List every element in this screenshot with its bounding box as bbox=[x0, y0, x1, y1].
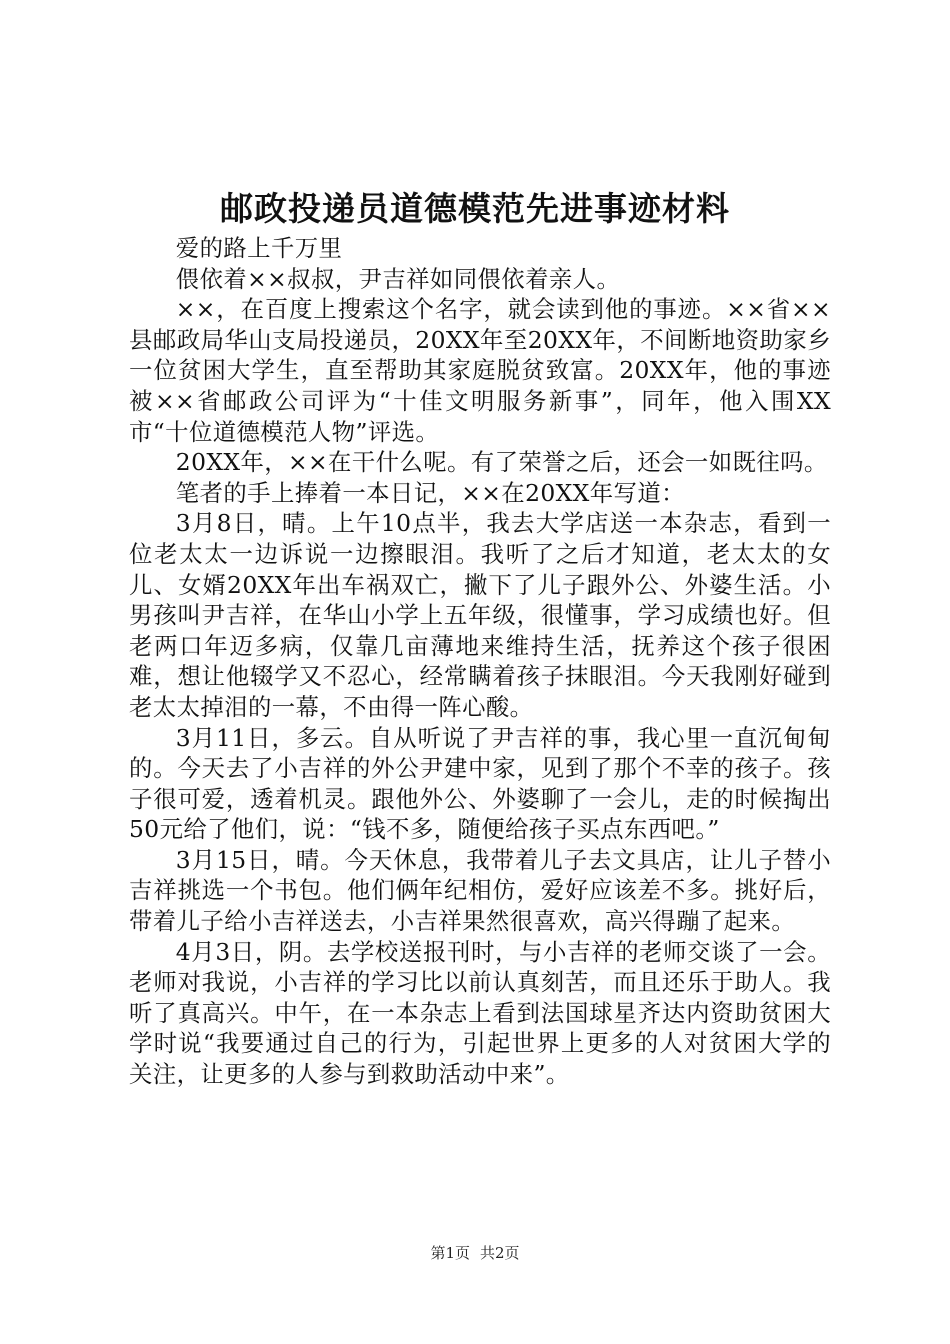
page-footer bbox=[0, 1243, 950, 1263]
diary-entry: 3月8日，晴。上午10点半，我去大学店送一本杂志，看到一位老太太一边诉说一边擦眼泪。我听了之后才知道，老太太的女儿、女婿20XX年出车祸双亡，撇下了儿子跟外公、外婆生活。小男孩叫尹吉祥，在华山小学上五年级，很懂事，学习成绩也好。但老两口年迈多病，仅靠几亩薄地来维持生活，抚养这个孩子很困难，想让他辍学又不忍心，经常瞒着孩子抹眼泪。今天我刚好碰到老太太掉泪的一幕，不由得一阵心酸。 bbox=[129, 509, 831, 721]
document-title: 邮政投递员道德模范先进事迹材料 bbox=[220, 189, 730, 228]
paragraph-subtitle: 爱的路上千万里 bbox=[175, 234, 343, 262]
paragraph: 笔者的手上捧着一本日记，××在20XX年写道： bbox=[175, 478, 685, 507]
paragraph: 偎依着××叔叔，尹吉祥如同偎依着亲人。 bbox=[175, 264, 621, 293]
paragraph: 20XX年，××在干什么呢。有了荣誉之后，还会一如既往吗。 bbox=[175, 448, 828, 477]
document-body bbox=[129, 233, 831, 1090]
page-number: 第1页 bbox=[430, 1244, 470, 1262]
diary-entry: 4月3日，阴。去学校送报刊时，与小吉祥的老师交谈了一会。老师对我说，小吉祥的学习比以前认真刻苦，而且还乐于助人。我听了真高兴。中午，在一本杂志上看到法国球星齐达内资助贫困大学时说“我要通过自己的行为，引起世界上更多的人对贫困大学的关注，让更多的人参与到救助活动中来”。 bbox=[129, 937, 831, 1089]
diary-entry: 3月15日，晴。今天休息，我带着儿子去文具店，让儿子替小吉祥挑选一个书包。他们俩年纪相仿，爱好应该差不多。挑好后，带着儿子给小吉祥送去，小吉祥果然很喜欢，高兴得蹦了起来。 bbox=[129, 845, 831, 936]
page-total: 共2页 bbox=[480, 1244, 520, 1262]
paragraph: ××，在百度上搜索这个名字，就会读到他的事迹。××省××县邮政局华山支局投递员，20XX年至20XX年，不间断地资助家乡一位贫困大学生，直至帮助其家庭脱贫致富。20XX年，他的事迹被××省邮政公司评为“十佳文明服务新事”，同年，他入围XX市“十位道德模范人物”评选。 bbox=[129, 295, 831, 446]
diary-entry: 3月11日，多云。自从听说了尹吉祥的事，我心里一直沉甸甸的。今天去了小吉祥的外公尹建中家，见到了那个不幸的孩子。孩子很可爱，透着机灵。跟他外公、外婆聊了一会儿，走的时候掏出50元给了他们，说：“钱不多，随便给孩子买点东西吧。” bbox=[129, 723, 831, 844]
